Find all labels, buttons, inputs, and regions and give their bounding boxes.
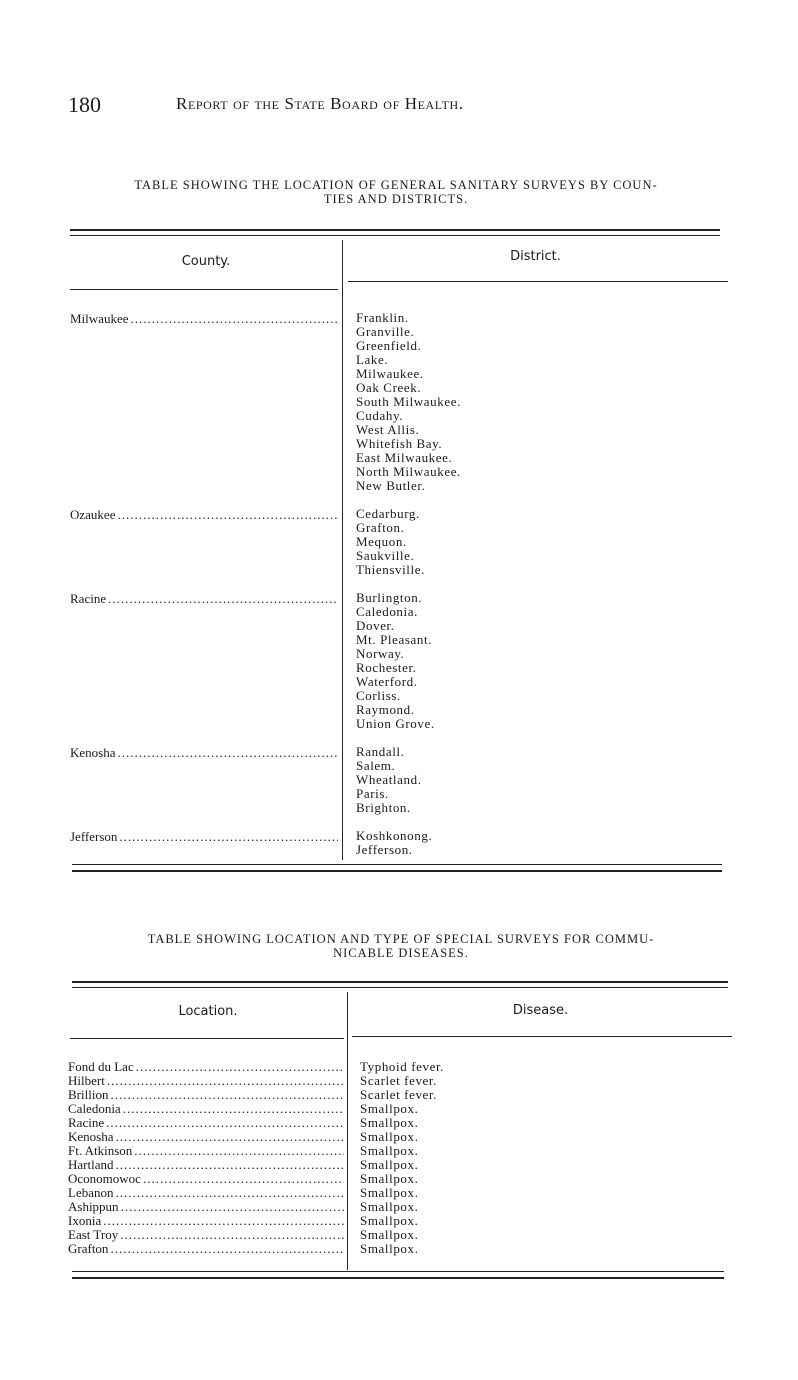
- disease-item: Typhoid fever.: [360, 1059, 445, 1074]
- district-item: Oak Creek.: [356, 380, 422, 395]
- disease-item: Smallpox.: [360, 1171, 419, 1186]
- location-name: Brillion: [68, 1087, 109, 1102]
- table2-top-rule: [72, 981, 728, 983]
- district-item: Cedarburg.: [356, 506, 420, 521]
- county-entry: [70, 508, 338, 522]
- district-item: Saukville.: [356, 548, 415, 563]
- disease-item: Smallpox.: [360, 1227, 419, 1242]
- table2-header-disease: Disease.: [512, 1003, 569, 1018]
- district-item: Whitefish Bay.: [356, 436, 443, 451]
- table1-column-divider: [342, 240, 343, 860]
- county-name: Ozaukee: [70, 507, 116, 522]
- dot-leader: [115, 1186, 344, 1200]
- district-item: Randall.: [356, 744, 405, 759]
- location-name: Caledonia: [68, 1101, 121, 1116]
- dot-leader: [103, 1214, 344, 1228]
- location-name: Fond du Lac: [68, 1059, 134, 1074]
- table1-caption: [62, 178, 730, 206]
- dot-leader: [136, 1060, 344, 1074]
- table2-caption: [62, 932, 740, 960]
- table1-header-rule-right: [348, 281, 728, 282]
- dot-leader: [130, 312, 338, 326]
- district-item: Waterford.: [356, 674, 418, 689]
- location-row: [68, 1088, 344, 1102]
- location-row: [68, 1116, 344, 1130]
- location-row: [68, 1074, 344, 1088]
- dot-leader: [115, 1158, 344, 1172]
- county-name: Milwaukee: [70, 311, 129, 326]
- district-item: Burlington.: [356, 590, 423, 605]
- district-list: [356, 591, 435, 731]
- table2-top-rule-2: [72, 987, 728, 988]
- table2-header-location: Location.: [178, 1004, 238, 1019]
- table2-column-divider: [347, 992, 348, 1270]
- table1-top-rule-2: [70, 235, 720, 236]
- dot-leader: [108, 592, 338, 606]
- location-row: [68, 1186, 344, 1200]
- dot-leader: [110, 1088, 344, 1102]
- location-name: Ashippun: [68, 1199, 119, 1214]
- district-item: Raymond.: [356, 702, 415, 717]
- table1-caption-line2: TIES AND DISTRICTS.: [323, 192, 469, 206]
- district-item: Mequon.: [356, 534, 407, 549]
- disease-item: Smallpox.: [360, 1241, 419, 1256]
- table2-header-rule-left: [70, 1038, 344, 1039]
- disease-item: Smallpox.: [360, 1157, 419, 1172]
- location-name: Racine: [68, 1115, 105, 1130]
- location-row: [68, 1242, 344, 1256]
- page-header: [68, 92, 628, 122]
- table2-caption-line2: NICABLE DISEASES.: [333, 946, 469, 960]
- page-number: 180: [68, 92, 101, 117]
- dot-leader: [118, 746, 339, 760]
- location-row: [68, 1214, 344, 1228]
- location-name: Hilbert: [68, 1073, 105, 1088]
- district-item: New Butler.: [356, 478, 426, 493]
- location-name: Lebanon: [68, 1185, 114, 1200]
- location-name: Grafton: [68, 1241, 109, 1256]
- location-name: Hartland: [68, 1157, 114, 1172]
- dot-leader: [121, 1200, 344, 1214]
- district-item: Corliss.: [356, 688, 401, 703]
- dot-leader: [123, 1102, 344, 1116]
- dot-leader: [117, 508, 338, 522]
- county-name: Kenosha: [70, 745, 116, 760]
- table1-top-rule: [70, 229, 720, 231]
- dot-leader: [120, 1228, 344, 1242]
- location-row: [68, 1144, 344, 1158]
- table2-caption-line1: TABLE SHOWING LOCATION AND TYPE OF SPECIAL SURVEYS FOR COMMU-: [147, 932, 655, 946]
- location-name: Kenosha: [68, 1129, 114, 1144]
- disease-item: Smallpox.: [360, 1143, 419, 1158]
- district-item: Thiensville.: [356, 562, 425, 577]
- dot-leader: [116, 1130, 345, 1144]
- location-row: [68, 1060, 344, 1074]
- dot-leader: [134, 1144, 344, 1158]
- district-item: Mt. Pleasant.: [356, 632, 433, 647]
- district-item: Dover.: [356, 618, 395, 633]
- disease-item: Smallpox.: [360, 1213, 419, 1228]
- table2-bottom-rule: [72, 1271, 724, 1272]
- district-item: Franklin.: [356, 310, 409, 325]
- location-row: [68, 1102, 344, 1116]
- district-item: Milwaukee.: [356, 366, 424, 381]
- district-item: Rochester.: [356, 660, 417, 675]
- district-item: Grafton.: [356, 520, 405, 535]
- table1-bottom-rule-2: [72, 870, 722, 872]
- disease-item: Smallpox.: [360, 1101, 419, 1116]
- dot-leader: [107, 1074, 344, 1088]
- table1-header-rule-left: [70, 289, 338, 290]
- county-entry: [70, 746, 338, 760]
- table2-locations: [68, 1060, 344, 1256]
- location-row: [68, 1228, 344, 1242]
- disease-item: Smallpox.: [360, 1199, 419, 1214]
- county-entry: [70, 592, 338, 606]
- disease-item: Scarlet fever.: [360, 1073, 437, 1088]
- disease-item: Smallpox.: [360, 1129, 419, 1144]
- district-item: Cudahy.: [356, 408, 404, 423]
- county-name: Jefferson: [70, 829, 118, 844]
- district-item: Wheatland.: [356, 772, 422, 787]
- location-row: [68, 1158, 344, 1172]
- district-item: East Milwaukee.: [356, 450, 453, 465]
- dot-leader: [110, 1242, 344, 1256]
- table2-diseases: [360, 1060, 444, 1256]
- disease-item: Smallpox.: [360, 1185, 419, 1200]
- county-entry: [70, 830, 338, 844]
- dot-leader: [143, 1172, 344, 1186]
- dot-leader: [106, 1116, 344, 1130]
- table1-header-district: District.: [510, 249, 561, 264]
- district-list: [356, 311, 461, 493]
- district-item: Lake.: [356, 352, 389, 367]
- running-title: Report of the State Board of Health.: [176, 94, 464, 113]
- location-row: [68, 1200, 344, 1214]
- location-name: Oconomowoc: [68, 1171, 141, 1186]
- county-entry: [70, 312, 338, 326]
- disease-item: Scarlet fever.: [360, 1087, 437, 1102]
- district-item: Brighton.: [356, 800, 411, 815]
- table1-caption-line1: TABLE SHOWING THE LOCATION OF GENERAL SANITARY SURVEYS BY COUN-: [134, 178, 658, 192]
- table2-bottom-rule-2: [72, 1277, 724, 1279]
- district-item: Union Grove.: [356, 716, 435, 731]
- district-item: South Milwaukee.: [356, 394, 461, 409]
- district-item: North Milwaukee.: [356, 464, 461, 479]
- location-name: Ixonia: [68, 1213, 102, 1228]
- dot-leader: [119, 830, 338, 844]
- district-item: Koshkonong.: [356, 828, 433, 843]
- location-row: [68, 1172, 344, 1186]
- location-row: [68, 1130, 344, 1144]
- district-item: Paris.: [356, 786, 389, 801]
- table1-header-county: County.: [181, 254, 231, 269]
- location-name: East Troy: [68, 1227, 119, 1242]
- district-list: [356, 745, 422, 815]
- district-item: Jefferson.: [356, 842, 413, 857]
- table2-header-rule-right: [352, 1036, 732, 1037]
- location-name: Ft. Atkinson: [68, 1143, 133, 1158]
- district-list: [356, 829, 432, 857]
- district-item: Granville.: [356, 324, 415, 339]
- district-item: Caledonia.: [356, 604, 418, 619]
- county-name: Racine: [70, 591, 107, 606]
- district-item: West Allis.: [356, 422, 420, 437]
- district-item: Salem.: [356, 758, 396, 773]
- district-item: Norway.: [356, 646, 405, 661]
- district-item: Greenfield.: [356, 338, 422, 353]
- disease-item: Smallpox.: [360, 1115, 419, 1130]
- district-list: [356, 507, 425, 577]
- table1-bottom-rule: [72, 864, 722, 865]
